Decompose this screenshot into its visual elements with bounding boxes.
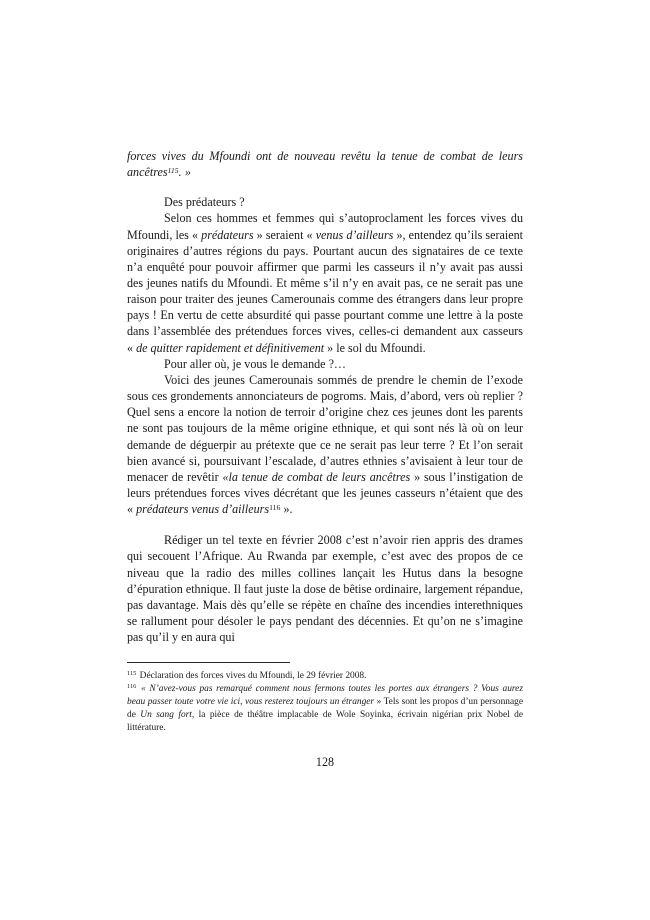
body-segment-5: de quitter rapidement et définitivement [136,340,325,355]
body-segment-2: » sous l’instigation de leurs prétendues forces vives décrétant que les jeunes casseurs n’étaient que des « [127,469,523,517]
footnote-area [127,662,523,735]
body-segment-0: Pour aller où, je vous le demande ?… [164,356,347,371]
paragraph-des-predateurs [127,194,523,210]
paragraph-voici-des-jeunes [127,372,523,517]
footnote-116 [127,683,523,735]
footnote-marker-116[interactable]: 116 [127,683,137,691]
body-segment-3: prédateurs venus d’ailleurs [136,502,270,517]
body-segment-0: Selon ces hommes et femmes qui s’autoproclament les forces vives du Mfoundi, les « [127,211,523,242]
footnote-ref-116[interactable]: 116 [269,502,281,512]
body-segment-6: » le sol du Mfoundi. [324,340,426,355]
body-segment-5: ». [280,502,293,517]
footnote-separator-rule [127,662,290,663]
body-segment-4: », entendez qu’ils seraient originaires d’autres régions du pays. Pourtant aucun des signataires de ce texte n’a enquêté pour pouvoir affirmer que parmi les casseurs il n’y avait pas aussi des jeunes natifs du Mfoundi. Et même s’il n’y en avait pas, ce ne serait pas une raison pour traiter des jeunes Camerounais comme des étrangers dans leur propre pays ! En vertu de cette absurdité qui passe pourtant comme une lettre à la poste dans l’assemblée des prétendues forces vives, celles-ci demandent aux casseurs « [127,227,523,355]
footnote-segment-0: Déclaration des forces vives du Mfoundi, le 29 février 2008. [139,671,367,681]
body-segment-0: Voici des jeunes Camerounais sommés de prendre le chemin de l’exode sous ces grondements annonciateurs de pogroms. Mais, d’abord, vers où replier ? Quel sens a encore la notion de terroir d’origine chez ces jeunes dont les parents ne sont pas toujours de la même origine ethnique, et qui sont nés là où on leur demande de déguerpir au prétexte que ce ne serait pas leur terre ? Et l’on serait bien avancé si, poursuivant l’escalade, d’autres ethnies s’avisaient à leur tour de menacer de revêtir [127,372,523,484]
footnote-segment-1: » Tels sont les propos d’un personnage de [127,697,523,721]
paragraph-pour-aller-ou [127,356,523,372]
body-segment-0: Rédiger un tel texte en février 2008 c’est n’avoir rien appris des drames qui secouent l’Afrique. Au Rwanda par exemple, c’est avec des propos de ce niveau que la radio des milles collines lançait les Hutus dans la besogne d’épuration ethnique. Il faut juste la dose de bêtise ordinaire, largement répandue, pas davantage. Mais dès qu’elle se répète en chaîne des incendies interethniques se rallument pour désoler le pays pendant des décennies. Et qu’on ne s’imagine pas qu’il y en aura qui [127,533,523,645]
body-segment-3: venus d’ailleurs [315,227,394,242]
page-body [127,148,523,645]
footnote-segment-3: , la pièce de théâtre implacable de Wole Soyinka, écrivain nigérian prix Nobel de littérature. [127,710,523,734]
footnote-ref-115[interactable]: 115 [167,165,179,175]
blockquote-continuation [127,148,523,180]
body-segment-1: prédateurs [201,227,254,242]
body-segment-1: «la tenue de combat de leurs ancêtres [222,469,411,484]
page-number: 128 [315,755,335,769]
footnote-segment-2: Un sang fort [140,710,192,721]
paragraph-rediger-un-tel-texte [127,532,523,645]
footnote-115 [127,670,523,683]
footnote-marker-115[interactable]: 115 [127,670,137,678]
body-segment-0: Des prédateurs ? [164,195,245,210]
footnote-segment-0: « N’avez-vous pas remarqué comment nous fermons toutes les portes aux étrangers ? Vous aurez beau passer toute votre vie ici, vous resterez toujours un étranger [127,684,523,708]
body-segment-2: » seraient « [253,227,316,242]
blockquote-text: forces vives du Mfoundi ont de nouveau revêtu la tenue de combat de leurs ancêtres [127,149,523,180]
blockquote-closing: . » [178,165,191,180]
paragraph-selon-ces-hommes [127,210,523,355]
